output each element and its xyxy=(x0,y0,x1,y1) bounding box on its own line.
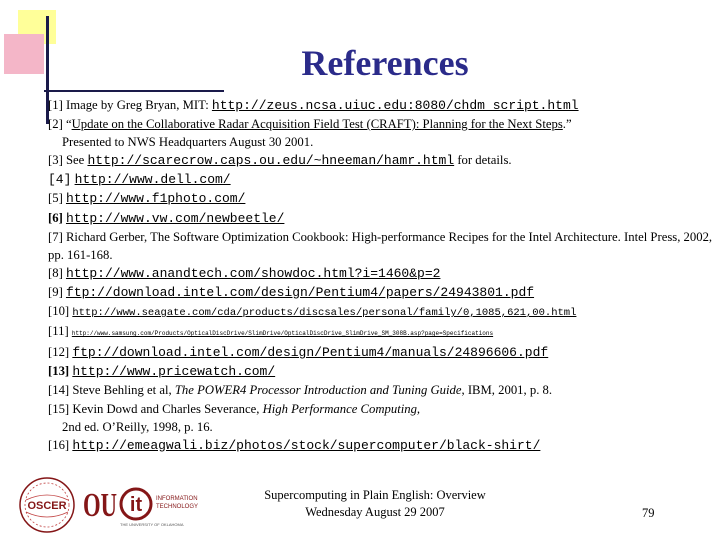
reference-title: The POWER4 Processor Introduction and Tuning Guide xyxy=(174,383,462,398)
reference-7 xyxy=(48,228,714,264)
reference-13 xyxy=(48,362,714,381)
reference-2-continuation: Presented to NWS Headquarters August 30 2001. xyxy=(62,135,314,150)
reference-link[interactable]: http://www.f1photo.com/ xyxy=(65,191,246,207)
it-logo-text: it xyxy=(129,494,143,516)
reference-15-continuation: 2nd ed. O’Reilly, 1998, p. 16. xyxy=(62,419,213,434)
reference-10 xyxy=(48,302,714,322)
reference-number: [14] xyxy=(48,383,70,398)
reference-number: [10] xyxy=(48,304,70,319)
reference-12 xyxy=(48,343,714,362)
ou-logo xyxy=(82,478,118,528)
reference-15 xyxy=(48,400,714,418)
reference-14 xyxy=(48,381,714,399)
reference-text: , IBM, 2001, p. 8. xyxy=(461,383,553,398)
reference-link[interactable]: http://www.seagate.com/cda/products/discsales/personal/family/0,1085,621,00.html xyxy=(72,307,577,320)
quote-close: .” xyxy=(562,117,572,132)
reference-text: for details. xyxy=(457,153,512,168)
reference-number: [1] xyxy=(48,98,63,112)
reference-8 xyxy=(48,264,714,283)
reference-link[interactable]: ftp://download.intel.com/design/Pentium4/manuals/24896606.pdf xyxy=(72,345,549,361)
reference-6 xyxy=(48,209,714,228)
reference-number: [5] xyxy=(48,191,63,206)
reference-link[interactable]: ftp://download.intel.com/design/Pentium4/papers/24943801.pdf xyxy=(65,284,535,300)
information-technology-logo xyxy=(118,478,210,534)
reference-4 xyxy=(48,170,714,189)
slide-footer xyxy=(200,487,550,521)
reference-11 xyxy=(48,322,714,343)
it-logo-sub2: TECHNOLOGY xyxy=(156,504,199,510)
reference-link[interactable]: http://scarecrow.caps.ou.edu/~hneeman/hamr.html xyxy=(87,153,455,169)
reference-number: [9] xyxy=(48,284,63,299)
slide-title: References xyxy=(301,43,469,83)
reference-2 xyxy=(48,115,714,133)
reference-link[interactable]: http://www.pricewatch.com/ xyxy=(72,364,276,380)
reference-number: [6] xyxy=(48,210,63,225)
oscer-logo-text: OSCER xyxy=(27,500,67,512)
it-logo-sub1: INFORMATION xyxy=(156,496,198,502)
quote-open: “ xyxy=(65,117,72,132)
reference-number: [12] xyxy=(48,345,70,360)
reference-number: [11] xyxy=(48,324,69,339)
reference-text: Steve Behling et al, xyxy=(72,383,172,398)
reference-link[interactable]: http://zeus.ncsa.uiuc.edu:8080/chdm_script.html xyxy=(211,98,579,113)
reference-number: [16] xyxy=(48,437,70,452)
reference-3 xyxy=(48,151,714,170)
reference-1 xyxy=(48,96,714,115)
reference-number: [3] xyxy=(48,153,63,168)
reference-list xyxy=(48,96,714,455)
reference-5 xyxy=(48,189,714,208)
reference-link[interactable]: Update on the Collaborative Radar Acquisition Field Test (CRAFT): Planning for the Next Steps xyxy=(71,117,563,132)
reference-number: [2] xyxy=(48,117,63,132)
reference-number: [7] xyxy=(48,229,63,244)
reference-number: [13] xyxy=(48,364,70,379)
reference-number: [15] xyxy=(48,401,70,416)
oscer-logo xyxy=(18,476,76,534)
decor-horizontal-line xyxy=(44,90,224,92)
reference-9 xyxy=(48,283,714,302)
reference-title: High Performance Computing, xyxy=(262,401,421,416)
reference-text: Richard Gerber, The Software Optimization Cookbook: High-performance Recipes for the Intel Architecture. Intel Press, 2002, pp. 161-168. xyxy=(48,229,713,262)
reference-text: Image by Greg Bryan, MIT: xyxy=(65,98,209,112)
footer-line-2: Wednesday August 29 2007 xyxy=(305,505,445,519)
reference-link[interactable]: http://emeagwali.biz/photos/stock/supercomputer/black-shirt/ xyxy=(72,437,541,453)
ou-logo-text: OU xyxy=(83,487,117,524)
reference-link[interactable]: http://www.dell.com/ xyxy=(74,172,231,188)
reference-number: [4] xyxy=(48,172,72,188)
reference-link[interactable]: http://www.samsung.com/Products/OpticalDiscDrive/SlimDrive/OpticalDiscDrive_SlimDrive_SM_308B.asp?page=Specifications xyxy=(71,330,494,338)
reference-link[interactable]: http://www.vw.com/newbeetle/ xyxy=(65,210,285,226)
footer-line-1: Supercomputing in Plain English: Overview xyxy=(264,488,486,502)
it-logo-sub3: THE UNIVERSITY OF OKLAHOMA xyxy=(120,522,184,527)
reference-number: [8] xyxy=(48,265,63,280)
reference-text: Kevin Dowd and Charles Severance, xyxy=(72,401,260,416)
reference-link[interactable]: http://www.anandtech.com/showdoc.html?i=1460&p=2 xyxy=(65,265,441,281)
reference-16 xyxy=(48,436,714,455)
page-number: 79 xyxy=(642,506,655,520)
reference-text: See xyxy=(65,153,85,168)
